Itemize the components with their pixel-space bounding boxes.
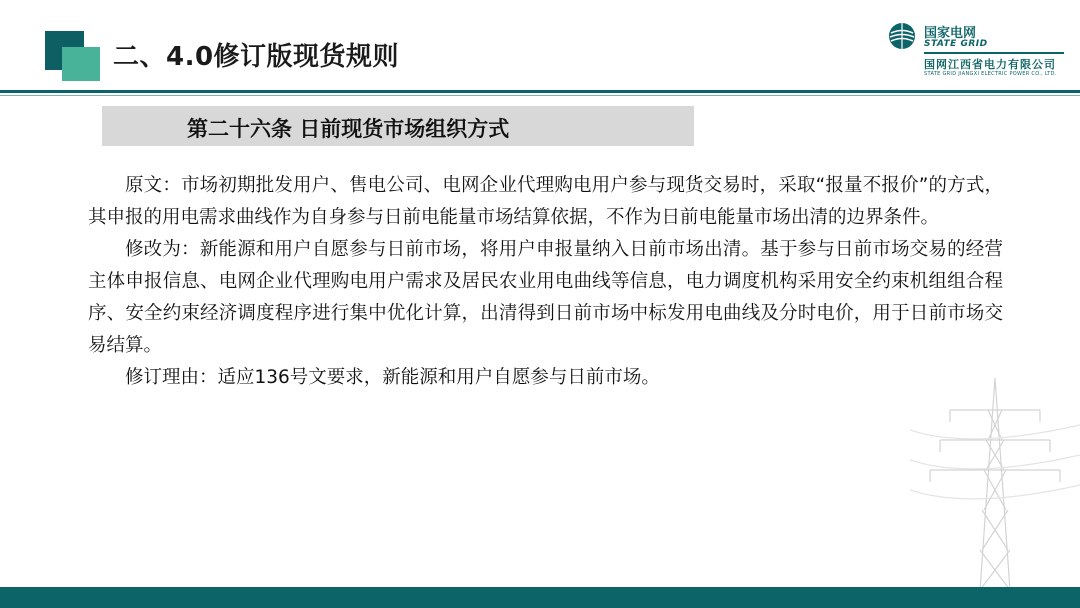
logo-name-cn: 国家电网 bbox=[924, 26, 977, 41]
state-grid-logo bbox=[888, 20, 1068, 80]
body-text bbox=[88, 170, 1003, 394]
logo-company-cn: 国网江西省电力有限公司 bbox=[924, 58, 1056, 71]
bottom-bar bbox=[0, 587, 1080, 608]
section-banner bbox=[102, 106, 694, 146]
power-tower-decoration bbox=[910, 370, 1080, 590]
logo-company-en: STATE GRID JIANGXI ELECTRIC POWER CO., LTD. bbox=[924, 71, 1057, 77]
paragraph-revised: 修改为：新能源和用户自愿参与日前市场，将用户申报量纳入日前市场出清。基于参与日前市场交易的经营主体申报信息、电网企业代理购电用户需求及居民农业用电曲线等信息，电力调度机构采用安全约束机组组合程序、安全约束经济调度程序进行集中优化计算，出清得到日前市场中标发用电曲线及分时电价，用于日前市场交易结算。 bbox=[88, 239, 1003, 356]
paragraph-reason: 修订理由：适应136号文要求，新能源和用户自愿参与日前市场。 bbox=[125, 367, 660, 388]
header-rule bbox=[0, 90, 1080, 93]
section-heading: 第二十六条 日前现货市场组织方式 bbox=[187, 117, 510, 141]
paragraph-original: 原文：市场初期批发用户、售电公司、电网企业代理购电用户参与现货交易时，采取“报量不报价”的方式，其申报的用电需求曲线作为自身参与日前电能量市场结算依据，不作为日前电能量市场出清的边界条件。 bbox=[88, 175, 1003, 228]
logo-divider bbox=[924, 52, 1064, 54]
slide-title: 二、4.0修订版现货规则 bbox=[113, 42, 400, 72]
state-grid-emblem-icon bbox=[888, 22, 916, 50]
logo-name-en: STATE GRID bbox=[924, 39, 988, 49]
title-decoration-light-square bbox=[62, 47, 100, 81]
header-rule-thin bbox=[0, 95, 1080, 96]
